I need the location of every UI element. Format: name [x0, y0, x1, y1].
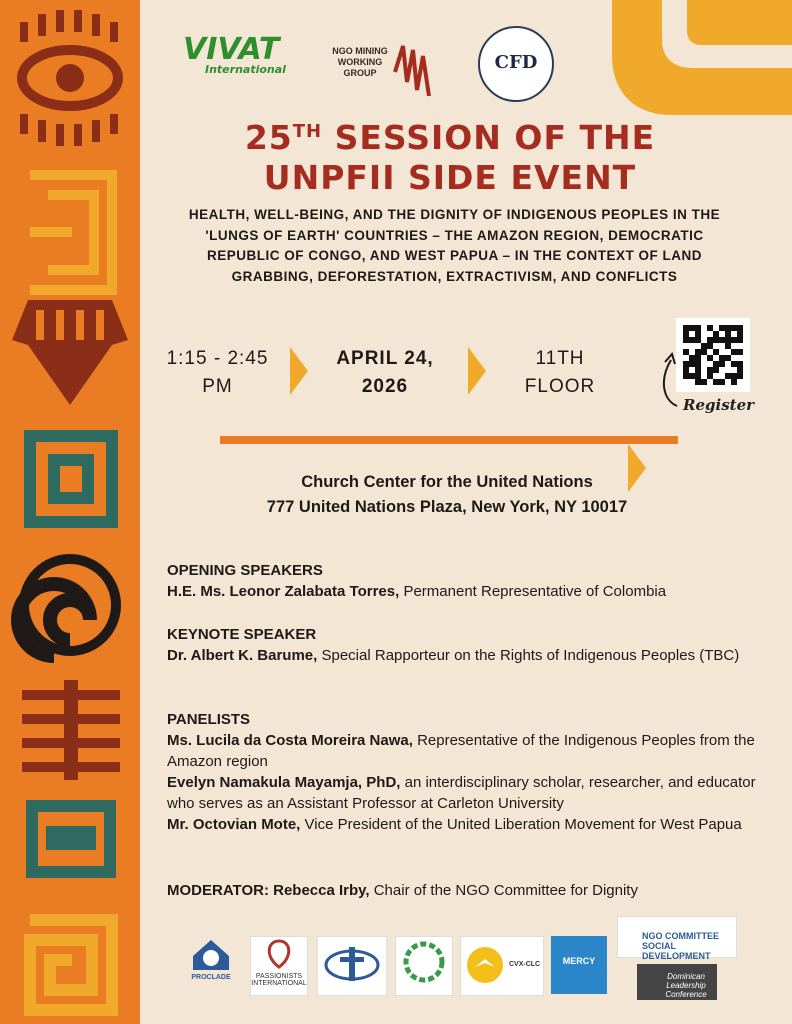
- sponsor-label: PASSIONISTS INTERNATIONAL: [251, 973, 307, 987]
- opening-speaker: [167, 581, 757, 602]
- register-qr-code[interactable]: [676, 318, 750, 392]
- partner-logos-top: [175, 22, 575, 97]
- panelist: [167, 772, 757, 814]
- qr-module: [737, 379, 743, 385]
- divider-arrow: [220, 436, 678, 444]
- curved-arrow-icon: [655, 350, 685, 410]
- sponsor-label: CVX-CLC: [509, 961, 541, 968]
- event-subtitle: HEALTH, WELL-BEING, AND THE DIGNITY OF INDIGENOUS PEOPLES IN THE 'LUNGS OF EARTH' COUNTRIES – THE AMAZON REGION, DEMOCRATIC REPUBLIC OF CONGO, AND WEST PAPUA – IN THE CONTEXT OF LAND GRABBING, DEFORESTATION, EXTRACTIVISM, AND CONFLICTS: [188, 207, 721, 284]
- date-line1: APRIL 24,: [336, 348, 434, 369]
- square-motif: [30, 436, 112, 522]
- passionists-icon: [259, 937, 299, 971]
- sponsor-label: NGO COMMITTEE SOCIAL DEVELOPMENT: [642, 931, 719, 961]
- decorative-sidebar: [0, 0, 140, 1024]
- moderator-name: MODERATOR: Rebecca Irby,: [167, 882, 370, 899]
- title-ordinal: TH: [292, 121, 323, 142]
- panelist: [167, 730, 757, 772]
- panelist: [167, 814, 757, 835]
- ngo-mining-logo: [325, 40, 435, 100]
- venue-address: 777 United Nations Plaza, New York, NY 10017: [266, 498, 628, 516]
- ngo-social-dev-logo: [617, 916, 737, 961]
- comb-motif: [26, 800, 116, 878]
- notre-dame-icon: [322, 937, 382, 989]
- speaker-role: an interdisciplinary scholar, researcher, and educator who serves as an Assistant Professor at Carleton University: [167, 774, 756, 812]
- speaker-role: Special Rapporteur on the Rights of Indigenous Peoples (TBC): [317, 647, 740, 664]
- ngo-indigenous-icon: [399, 937, 449, 987]
- floor-line2: FLOOR: [524, 376, 596, 397]
- moderator: [167, 880, 757, 901]
- speaker-name: Evelyn Namakula Mayamja, PhD,: [167, 774, 401, 791]
- speaker-role: Permanent Representative of Colombia: [399, 583, 667, 600]
- title-rest: SESSION OF THE: [322, 118, 656, 157]
- keynote-section: [167, 624, 757, 666]
- cvx-logo: [460, 936, 544, 996]
- corner-pattern: [602, 0, 792, 115]
- panelists-section: [167, 709, 757, 835]
- passionists-logo: [250, 936, 308, 996]
- dominican-logo: [637, 964, 717, 1000]
- moderator-role: Chair of the NGO Committee for Dignity: [369, 882, 638, 899]
- qr-pattern: [683, 325, 743, 385]
- title-number: 25: [244, 118, 293, 157]
- event-floor: [510, 345, 610, 401]
- venue-name: Church Center for the United Nations: [301, 473, 593, 491]
- fern-motif: [22, 680, 120, 780]
- keynote-heading: KEYNOTE SPEAKER: [167, 626, 317, 643]
- tribal-pattern: [0, 0, 140, 1024]
- ngo-mining-mark: [393, 42, 433, 98]
- speaker-role: Vice President of the United Liberation Movement for West Papua: [300, 816, 742, 833]
- time-line1: 1:15 - 2:45: [166, 348, 269, 369]
- opening-heading: OPENING SPEAKERS: [167, 562, 323, 579]
- time-line2: PM: [202, 376, 233, 397]
- cfd-logo: [478, 26, 554, 102]
- sponsor-label: MERCY: [562, 956, 596, 966]
- sponsor-logos: [185, 932, 745, 1002]
- event-time: [165, 345, 270, 401]
- chevron-right-icon: [290, 347, 308, 395]
- event-date: [320, 345, 450, 401]
- speaker-name: H.E. Ms. Leonor Zalabata Torres,: [167, 583, 400, 600]
- eye-motif: [20, 10, 118, 146]
- keynote-speaker: [167, 645, 757, 666]
- ngo-indigenous-logo: [395, 936, 453, 996]
- event-title-line2: UNPFII SIDE EVENT: [263, 158, 637, 197]
- register-label[interactable]: Register: [683, 396, 755, 414]
- bird-motif: [12, 300, 128, 405]
- date-line2: 2026: [361, 376, 409, 397]
- event-title-line1: [150, 110, 750, 160]
- vivat-logo-text: VIVAT: [183, 32, 280, 67]
- panelists-heading: PANELISTS: [167, 711, 251, 728]
- floor-line1: 11TH: [535, 348, 585, 369]
- moderator-section: [167, 880, 757, 901]
- gold-spiral-motif: [30, 920, 112, 1010]
- ngo-mining-logo-text: NGO MINING WORKING GROUP: [332, 46, 388, 78]
- notre-dame-logo: [317, 936, 387, 996]
- decorative-corner: [602, 0, 792, 115]
- cfd-logo-text: CFD: [494, 52, 538, 73]
- vivat-logo: [183, 32, 286, 76]
- chevron-right-icon: [468, 347, 486, 395]
- speaker-name: Mr. Octovian Mote,: [167, 816, 301, 833]
- vivat-logo-subtext: International: [205, 63, 286, 76]
- speaker-name: Dr. Albert K. Barume,: [167, 647, 318, 664]
- sponsor-label: Dominican Leadership Conference: [665, 972, 707, 999]
- venue: [172, 470, 722, 520]
- cvx-icon: [465, 945, 505, 985]
- proclade-icon: [189, 936, 233, 972]
- mercy-logo: [551, 936, 607, 994]
- speaker-role: Representative of the Indigenous Peoples from the Amazon region: [167, 732, 755, 770]
- speaker-name: Ms. Lucila da Costa Moreira Nawa,: [167, 732, 413, 749]
- proclade-logo: [185, 936, 237, 994]
- spiral-motif: [18, 559, 116, 656]
- opening-speakers-section: [167, 560, 757, 602]
- maze-motif: [30, 175, 112, 290]
- sponsor-label: PROCLADE: [191, 974, 231, 981]
